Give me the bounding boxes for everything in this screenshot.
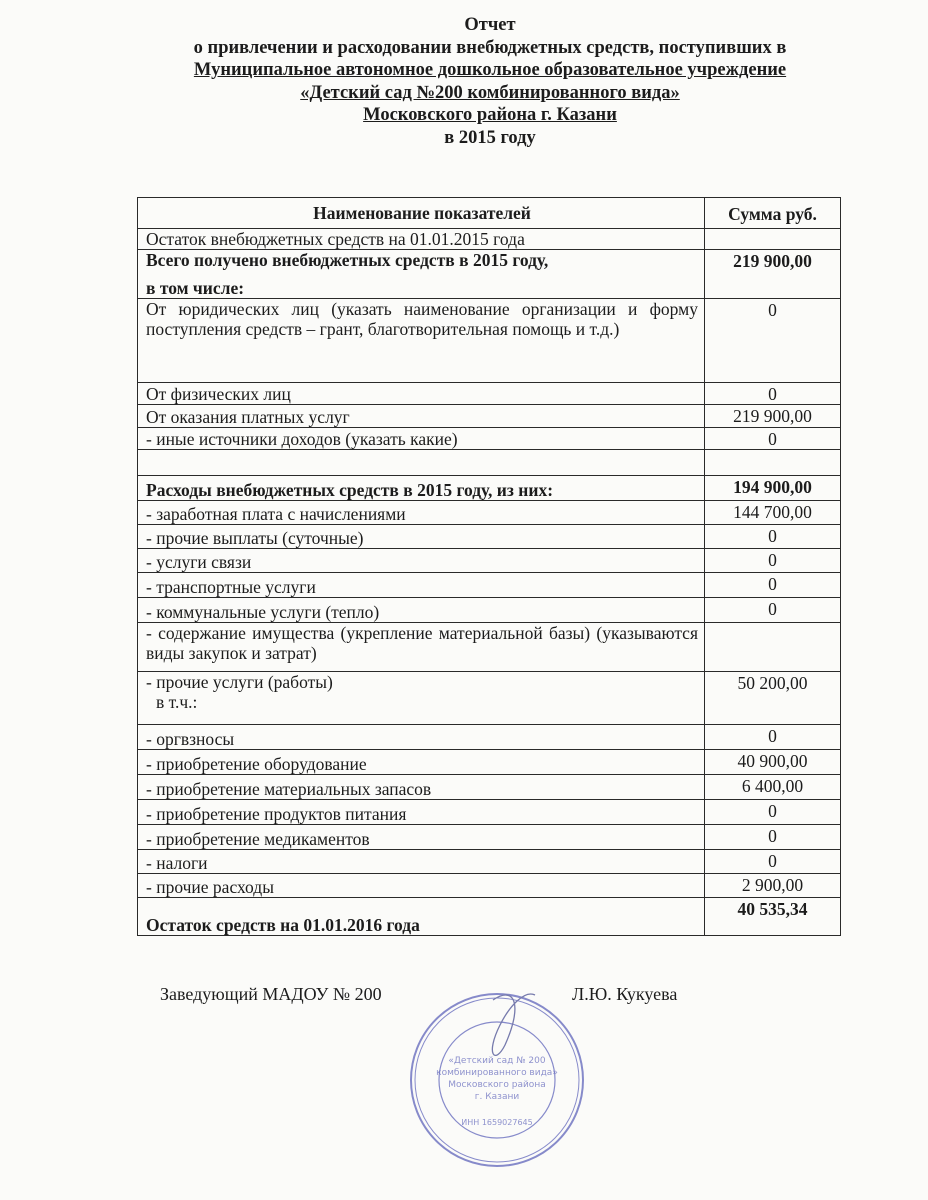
sum-value: 0 [705,428,841,450]
column-header-name: Наименование показателей [138,198,705,229]
sum-value: 40 535,34 [705,898,841,936]
indicator-label: - приобретение оборудование [146,754,367,774]
indicator-label: Остаток внебюджетных средств на 01.01.2015 года [146,229,525,249]
title-line: Отчет [464,15,516,35]
svg-text:Московского района: Московского района [448,1080,546,1090]
indicator-label: - налоги [146,853,208,873]
sum-value: 2 900,00 [705,874,841,898]
indicator-name [138,501,705,525]
svg-text:ИНН 1659027645: ИНН 1659027645 [461,1118,533,1127]
indicator-name [138,825,705,850]
table-row [138,450,841,476]
indicator-name [138,229,705,250]
sum-value: 0 [705,725,841,750]
table-row [138,850,841,874]
indicator-label: - заработная плата с начислениями [146,504,406,524]
svg-text:«Детский сад № 200: «Детский сад № 200 [448,1056,546,1066]
indicator-name [138,800,705,825]
sum-value: 0 [705,598,841,623]
institution-name: «Детский сад №200 комбинированного вида» [300,82,680,103]
table-row [138,898,841,936]
indicator-label: - транспортные услуги [146,577,316,597]
indicator-name [138,898,705,936]
table-row [138,750,841,775]
indicator-label: - иные источники доходов (указать какие) [146,429,458,449]
table-row [138,825,841,850]
table-row [138,501,841,525]
table-row [138,405,841,428]
svg-text:г. Казани: г. Казани [474,1092,520,1102]
indicator-label: - услуги связи [146,552,252,572]
indicator-label: От физических лиц [146,384,291,404]
indicator-name [138,405,705,428]
indicator-name [138,850,705,874]
indicator-name [138,383,705,405]
indicator-label: От юридических лиц (указать наименование организации и форму поступления средств – грант, благотворительная помощь и т.д.) [146,299,698,339]
table-row [138,229,841,250]
table-row [138,725,841,750]
sum-value: 50 200,00 [705,672,841,725]
table-row [138,623,841,672]
indicator-name [138,476,705,501]
indicator-label: От оказания платных услуг [146,407,350,427]
table-row [138,598,841,623]
sum-value: 0 [705,299,841,383]
sum-value: 0 [705,800,841,825]
indicator-name [138,428,705,450]
table-row [138,250,841,299]
indicator-label: - приобретение материальных запасов [146,779,432,799]
signatory-position: Заведующий МАДОУ № 200 [160,984,382,1004]
indicator-name [138,775,705,800]
indicator-label: - прочие услуги (работы) [146,672,333,692]
indicator-label: Всего получено внебюджетных средств в 2015 году, [146,250,549,270]
indicator-label: - оргвзносы [146,729,235,749]
report-year: в 2015 году [444,127,536,148]
table-row [138,383,841,405]
indicator-name [138,672,705,725]
indicator-label: - содержание имущества (укрепление материальной базы) (указываются виды закупок и затрат) [146,623,698,663]
table-row [138,775,841,800]
sum-value: 0 [705,525,841,549]
indicator-label: Расходы внебюджетных средств в 2015 году, из них: [146,480,554,500]
sum-value: 0 [705,549,841,573]
svg-text:комбинированного вида»: комбинированного вида» [436,1068,558,1078]
sum-value [705,229,841,250]
sum-value: 144 700,00 [705,501,841,525]
indicator-name [138,598,705,623]
official-stamp [405,985,590,1170]
sum-value: 40 900,00 [705,750,841,775]
institution-name: Муниципальное автономное дошкольное образовательное учреждение [193,60,787,80]
indicator-name [138,299,705,383]
sum-value: 0 [705,383,841,405]
indicator-label: - приобретение продуктов питания [146,804,407,824]
indicator-label: - прочие выплаты (суточные) [146,528,364,548]
sum-value: 219 900,00 [705,250,841,299]
table-row [138,573,841,598]
table-row [138,428,841,450]
indicator-label: - коммунальные услуги (тепло) [146,602,380,622]
table-row [138,874,841,898]
district-name: Московского района г. Казани [363,105,617,125]
indicator-name [138,549,705,573]
sum-value [705,450,841,476]
indicator-name [138,573,705,598]
table-row [138,672,841,725]
report-table [137,197,841,936]
sum-value: 0 [705,825,841,850]
column-header-sum: Сумма руб. [705,198,841,229]
table-row [138,476,841,501]
indicator-sublabel: в том числе: [146,278,245,298]
indicator-sublabel: в т.ч.: [156,692,198,712]
indicator-name [138,525,705,549]
indicator-name [138,750,705,775]
sum-value: 0 [705,573,841,598]
sum-value [705,623,841,672]
table-row [138,525,841,549]
indicator-name [138,725,705,750]
table-row [138,549,841,573]
sum-value: 219 900,00 [705,405,841,428]
sum-value: 6 400,00 [705,775,841,800]
indicator-label: - приобретение медикаментов [146,829,370,849]
title-line: о привлечении и расходовании внебюджетных средств, поступивших в [193,37,787,58]
indicator-name [138,623,705,672]
indicator-label: - прочие расходы [146,877,274,897]
sum-value: 194 900,00 [705,476,841,501]
signatory-name: Л.Ю. Кукуева [572,984,678,1004]
table-row [138,800,841,825]
indicator-name [138,874,705,898]
indicator-label: Остаток средств на 01.01.2016 года [146,915,420,935]
report-title [130,14,850,149]
sum-value: 0 [705,850,841,874]
indicator-name [138,250,705,299]
table-row [138,299,841,383]
indicator-name [138,450,705,476]
